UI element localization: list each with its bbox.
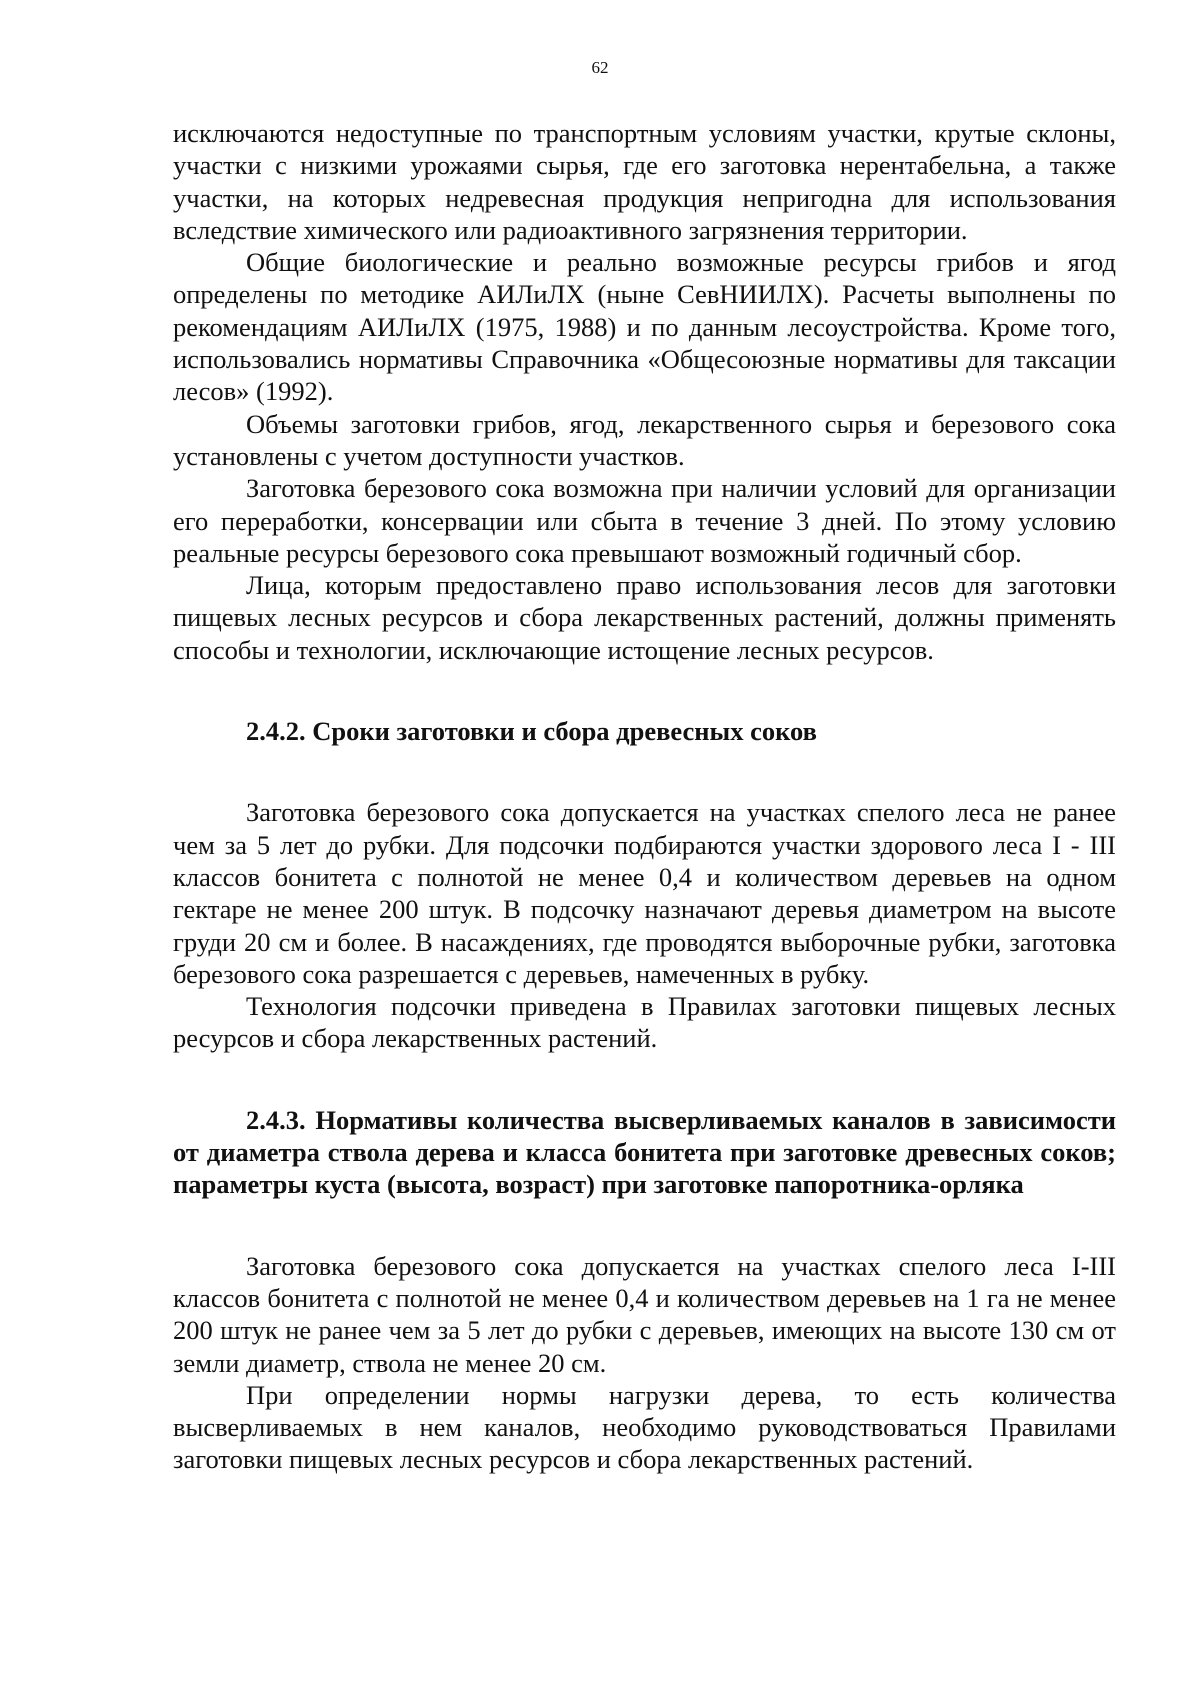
spacer: [173, 1201, 1116, 1250]
section-2-4-2-paragraph: Технология подсочки приведена в Правилах заготовки пищевых лесных ресурсов и сбора лекарственных растений.: [173, 991, 1116, 1054]
spacer: [173, 1055, 1116, 1104]
intro-paragraph-continued: исключаются недоступные по транспортным условиям участки, крутые склоны, участки с низкими урожаями сырья, где его заготовка нерентабельна, а также участки, на которых недревесная продукция непригодна для использования вследствие химического или радиоактивного загрязнения территории.: [173, 118, 1116, 245]
intro-paragraph-birch-sap: Заготовка березового сока возможна при наличии условий для организации его переработки, консервации или сбыта в течение 3 дней. По этому условию реальные ресурсы березового сока превышают возможный годичный сбор.: [173, 473, 1116, 568]
page-content: [173, 117, 1116, 1476]
section-heading-2-4-3: 2.4.3. Нормативы количества высверливаемых каналов в зависимости от диаметра ствола дерева и класса бонитета при заготовке древесных соков; параметры куста (высота, возраст) при заготовке папоротника-орляка: [173, 1104, 1116, 1200]
section-2-4-3-paragraph: Заготовка березового сока допускается на участках спелого леса I-III классов бонитета с полнотой не менее 0,4 и количеством деревьев на 1 га не менее 200 штук не ранее чем за 5 лет до рубки с деревьев, имеющих на высоте 130 см от земли диаметр, ствола не менее 20 см.: [173, 1250, 1116, 1378]
page-number: 62: [591, 58, 609, 77]
intro-paragraph-resources: Общие биологические и реально возможные ресурсы грибов и ягод определены по методике АИЛиЛХ (ныне СевНИИЛХ). Расчеты выполнены по рекомендациям АИЛиЛХ (1975, 1988) и по данным лесоустройства. Кроме того, использовались нормативы Справочника «Общесоюзные нормативы для таксации лесов» (1992).: [173, 247, 1116, 407]
intro-paragraph-volumes: Объемы заготовки грибов, ягод, лекарственного сырья и березового сока установлены с учетом доступности участков.: [173, 408, 1116, 471]
spacer: [173, 666, 1116, 715]
section-2-4-2-paragraph: Заготовка березового сока допускается на участках спелого леса не ранее чем за 5 лет до рубки. Для подсочки подбираются участки здорового леса I - III классов бонитета с полнотой не менее 0,4 и количеством деревьев на одном гектаре не менее 200 штук. В подсочку назначают деревья диаметром на высоте груди 20 см и более. В насаждениях, где проводятся выборочные рубки, заготовка березового сока разрешается с деревьев, намеченных в рубку.: [173, 797, 1116, 989]
section-2-4-3-paragraph: При определении нормы нагрузки дерева, то есть количества высверливаемых в нем каналов, необходимо руководствоваться Правилами заготовки пищевых лесных ресурсов и сбора лекарственных растений.: [173, 1379, 1116, 1475]
spacer: [173, 747, 1116, 796]
intro-paragraph-persons: Лица, которым предоставлено право использования лесов для заготовки пищевых лесных ресурсов и сбора лекарственных растений, должны применять способы и технологии, исключающие истощение лесных ресурсов.: [173, 570, 1116, 665]
section-heading-2-4-2: 2.4.2. Сроки заготовки и сбора древесных соков: [246, 716, 817, 747]
